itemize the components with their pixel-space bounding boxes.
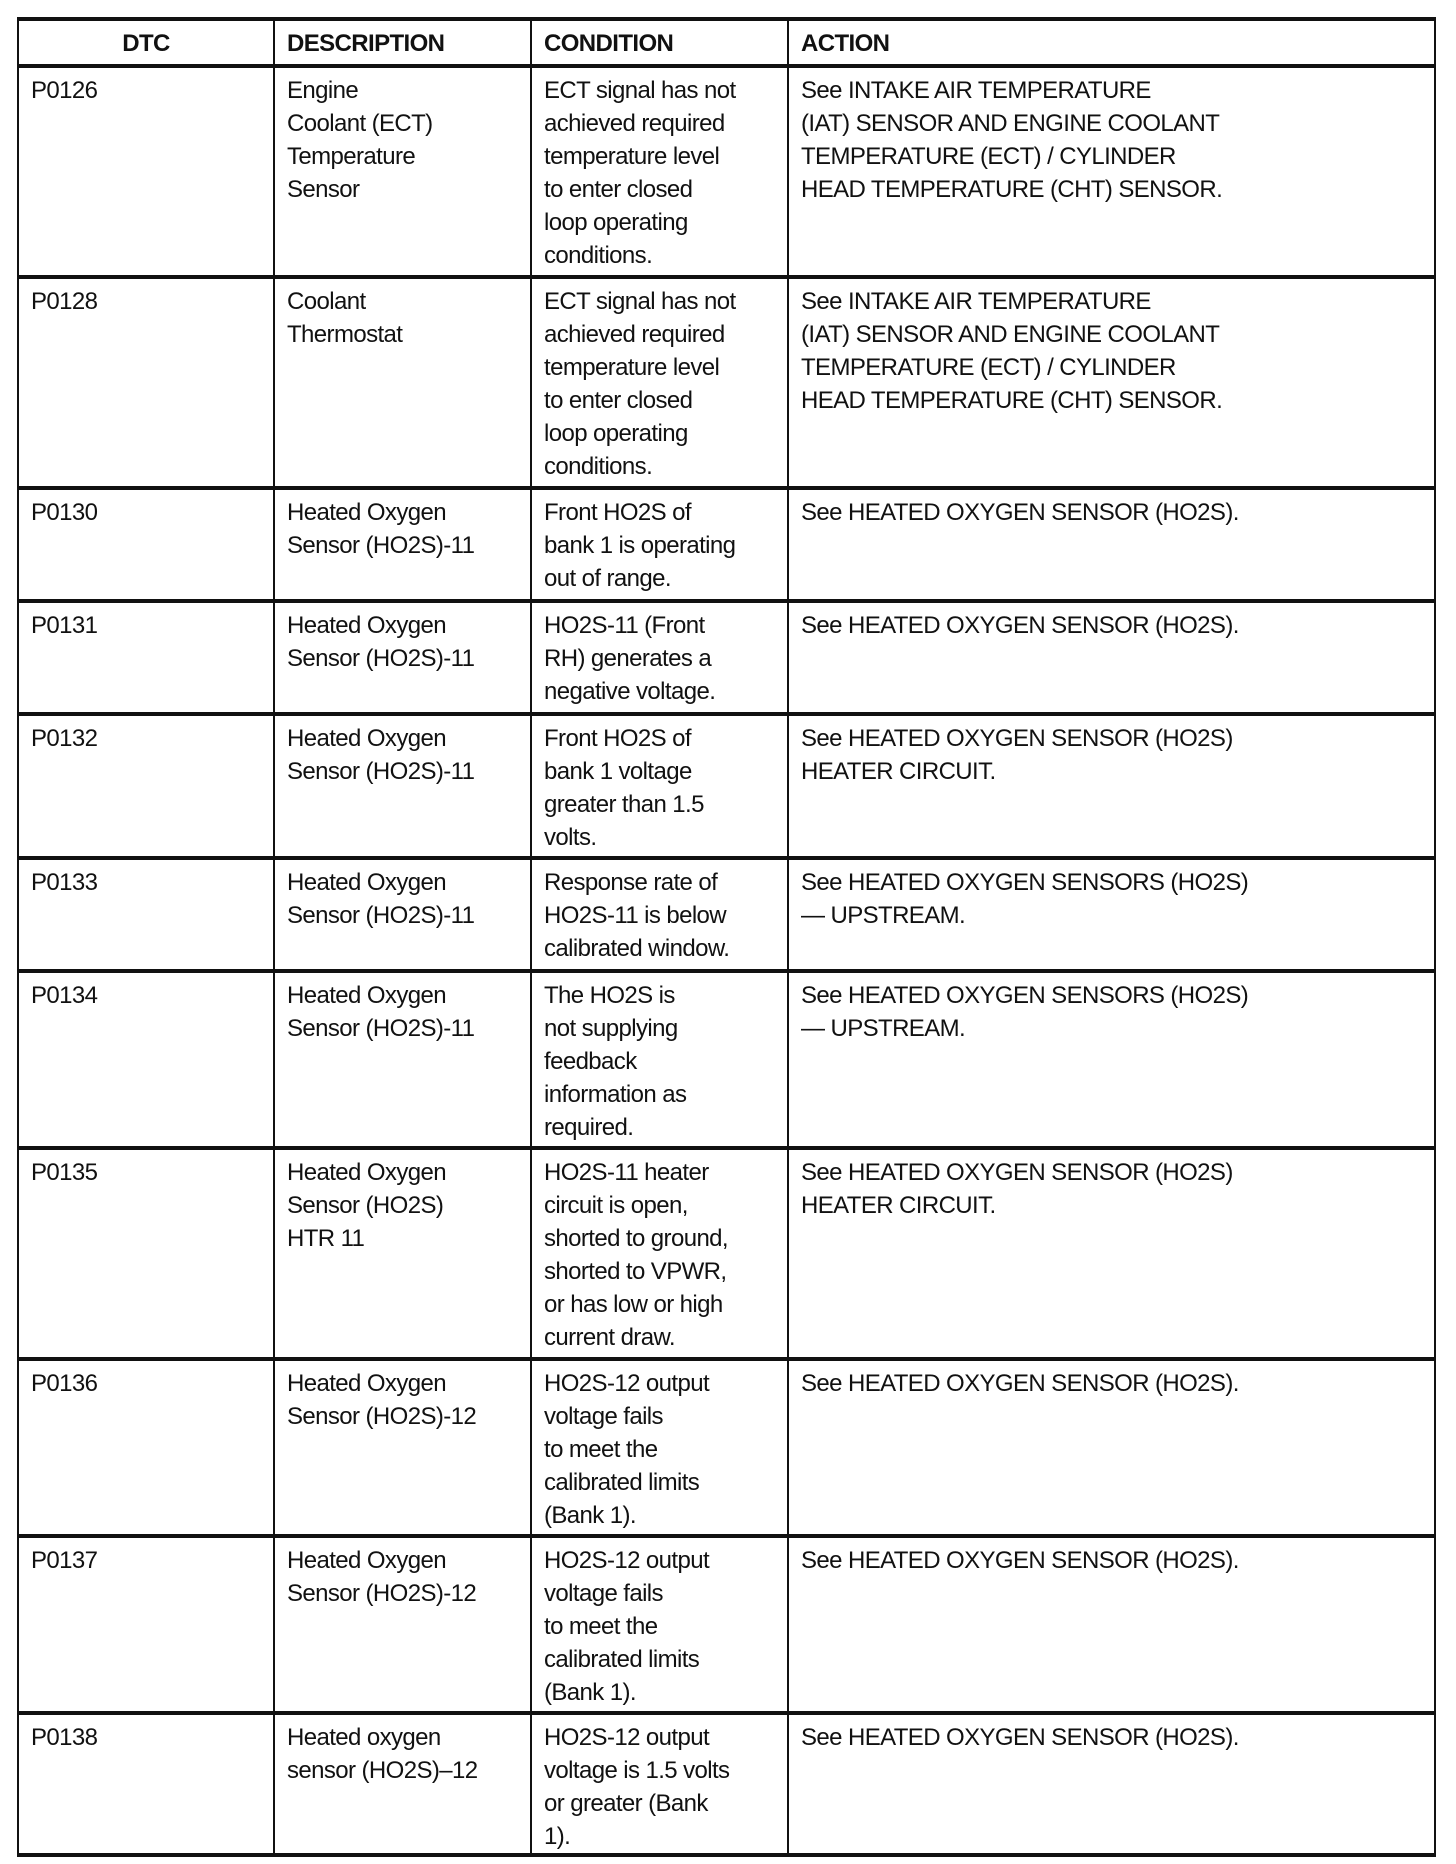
action-cell: See HEATED OXYGEN SENSOR (HO2S).: [788, 488, 1435, 601]
table-row: [18, 488, 1435, 601]
description-cell: Engine Coolant (ECT) Temperature Sensor: [274, 66, 531, 277]
description-cell: Heated Oxygen Sensor (HO2S)-11: [274, 714, 531, 858]
condition-cell: HO2S-12 output voltage fails to meet the calibrated limits (Bank 1).: [531, 1359, 788, 1536]
action-cell: See HEATED OXYGEN SENSORS (HO2S) — UPSTREAM.: [788, 858, 1435, 971]
dtc-cell: P0132: [18, 714, 274, 858]
table-row: [18, 1713, 1435, 1855]
dtc-table: [17, 17, 1436, 1857]
table-row: [18, 66, 1435, 277]
description-cell: Heated Oxygen Sensor (HO2S)-11: [274, 601, 531, 714]
dtc-cell: P0135: [18, 1148, 274, 1359]
description-cell: Coolant Thermostat: [274, 277, 531, 488]
condition-cell: HO2S-12 output voltage fails to meet the calibrated limits (Bank 1).: [531, 1536, 788, 1713]
table-row: [18, 858, 1435, 971]
description-cell: Heated Oxygen Sensor (HO2S)-11: [274, 488, 531, 601]
header-description: DESCRIPTION: [274, 19, 531, 66]
dtc-cell: P0128: [18, 277, 274, 488]
dtc-cell: P0136: [18, 1359, 274, 1536]
action-cell: See INTAKE AIR TEMPERATURE (IAT) SENSOR AND ENGINE COOLANT TEMPERATURE (ECT) / CYLINDER HEAD TEMPERATURE (CHT) SENSOR.: [788, 277, 1435, 488]
dtc-cell: P0137: [18, 1536, 274, 1713]
description-cell: Heated oxygen sensor (HO2S)–12: [274, 1713, 531, 1855]
condition-cell: HO2S-11 (Front RH) generates a negative voltage.: [531, 601, 788, 714]
action-cell: See HEATED OXYGEN SENSOR (HO2S).: [788, 1359, 1435, 1536]
table-row: [18, 1148, 1435, 1359]
header-dtc: DTC: [18, 19, 274, 66]
description-cell: Heated Oxygen Sensor (HO2S)-12: [274, 1536, 531, 1713]
table-row: [18, 601, 1435, 714]
condition-cell: HO2S-11 heater circuit is open, shorted to ground, shorted to VPWR, or has low or high current draw.: [531, 1148, 788, 1359]
table-row: [18, 277, 1435, 488]
description-cell: Heated Oxygen Sensor (HO2S)-12: [274, 1359, 531, 1536]
dtc-cell: P0126: [18, 66, 274, 277]
action-cell: See HEATED OXYGEN SENSOR (HO2S) HEATER CIRCUIT.: [788, 1148, 1435, 1359]
action-cell: See HEATED OXYGEN SENSORS (HO2S) — UPSTREAM.: [788, 971, 1435, 1148]
condition-cell: Front HO2S of bank 1 voltage greater than 1.5 volts.: [531, 714, 788, 858]
condition-cell: Response rate of HO2S-11 is below calibrated window.: [531, 858, 788, 971]
table-row: [18, 1536, 1435, 1713]
description-cell: Heated Oxygen Sensor (HO2S)-11: [274, 858, 531, 971]
condition-cell: ECT signal has not achieved required temperature level to enter closed loop operating conditions.: [531, 66, 788, 277]
dtc-cell: P0130: [18, 488, 274, 601]
action-cell: See HEATED OXYGEN SENSOR (HO2S).: [788, 601, 1435, 714]
description-cell: Heated Oxygen Sensor (HO2S) HTR 11: [274, 1148, 531, 1359]
condition-cell: The HO2S is not supplying feedback information as required.: [531, 971, 788, 1148]
action-cell: See INTAKE AIR TEMPERATURE (IAT) SENSOR AND ENGINE COOLANT TEMPERATURE (ECT) / CYLINDER HEAD TEMPERATURE (CHT) SENSOR.: [788, 66, 1435, 277]
table-row: [18, 714, 1435, 858]
table-row: [18, 971, 1435, 1148]
condition-cell: ECT signal has not achieved required temperature level to enter closed loop operating conditions.: [531, 277, 788, 488]
header-action: ACTION: [788, 19, 1435, 66]
dtc-cell: P0131: [18, 601, 274, 714]
header-condition: CONDITION: [531, 19, 788, 66]
dtc-cell: P0133: [18, 858, 274, 971]
action-cell: See HEATED OXYGEN SENSOR (HO2S).: [788, 1536, 1435, 1713]
dtc-cell: P0138: [18, 1713, 274, 1855]
table-header-row: [18, 19, 1435, 66]
table-row: [18, 1359, 1435, 1536]
condition-cell: HO2S-12 output voltage is 1.5 volts or greater (Bank 1).: [531, 1713, 788, 1855]
dtc-cell: P0134: [18, 971, 274, 1148]
condition-cell: Front HO2S of bank 1 is operating out of range.: [531, 488, 788, 601]
action-cell: See HEATED OXYGEN SENSOR (HO2S) HEATER CIRCUIT.: [788, 714, 1435, 858]
description-cell: Heated Oxygen Sensor (HO2S)-11: [274, 971, 531, 1148]
action-cell: See HEATED OXYGEN SENSOR (HO2S).: [788, 1713, 1435, 1855]
